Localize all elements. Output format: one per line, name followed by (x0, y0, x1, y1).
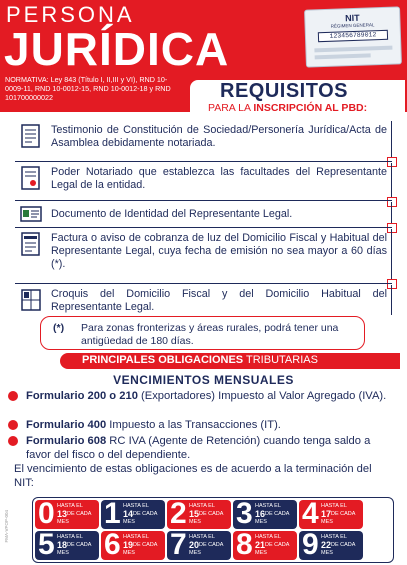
id-card-icon (20, 205, 42, 223)
de-cada-label: DE CADA (133, 542, 158, 548)
requirement-text: Croquis del Domicilio Fiscal y del Domicilio Habitual del Representante Legal. (51, 288, 387, 313)
nit-card-number: 123456789012 (318, 30, 388, 42)
due-day: 21 (255, 540, 266, 550)
form-name: Formulario 608 (26, 435, 107, 447)
requirements-heading (190, 80, 405, 120)
requirement-item (15, 202, 392, 227)
nit-digit: 3 (236, 497, 253, 530)
obligations-title-bold: PRINCIPALES OBLIGACIONES (82, 354, 244, 366)
nit-card-title: NIT (344, 12, 360, 24)
nit-digit: 4 (302, 497, 319, 530)
title-juridica: JURÍDICA (4, 23, 230, 75)
side-code: FMA-VPOP-004 (4, 510, 9, 543)
mes-label: MES (57, 519, 69, 525)
due-day: 22 (321, 540, 332, 550)
note-marker: (*) (53, 322, 65, 334)
de-cada-label: DE CADA (331, 511, 356, 517)
calendar-cell (101, 497, 165, 530)
calendar-cell (233, 497, 297, 530)
note-text: Para zonas fronterizas y áreas rurales, podrá tener una antigüedad de 180 días. (81, 322, 339, 347)
due-note: El vencimiento de estas obligaciones es de acuerdo a la terminación del NIT: (14, 463, 372, 489)
due-day: 20 (189, 540, 200, 550)
mes-label: MES (189, 550, 201, 556)
title-persona: PERSONA (6, 2, 135, 27)
nit-digit: 8 (236, 528, 253, 561)
calendar-cell (167, 528, 231, 561)
de-cada-label: DE CADA (199, 511, 224, 517)
mes-label: MES (255, 519, 267, 525)
hasta-el-label: HASTA EL (123, 503, 149, 509)
map-sketch-icon (20, 288, 42, 312)
notarized-document-icon (20, 166, 42, 190)
hasta-el-label: HASTA EL (57, 534, 83, 540)
calendar-cell (35, 497, 99, 530)
obligations-banner (60, 353, 400, 369)
de-cada-label: DE CADA (67, 542, 92, 548)
form-desc: Impuesto a las Transacciones (IT). (106, 419, 281, 431)
requirement-item (15, 229, 392, 283)
document-icon (20, 124, 42, 148)
nit-digit: 2 (170, 497, 187, 530)
nit-digit: 6 (104, 528, 121, 561)
due-day: 17 (321, 509, 332, 519)
mes-label: MES (255, 550, 267, 556)
bullet (8, 436, 18, 446)
bullet (8, 391, 18, 401)
hasta-el-label: HASTA EL (57, 503, 83, 509)
calendar-cell (233, 528, 297, 561)
requirements-subtitle (208, 102, 367, 114)
hasta-el-label: HASTA EL (189, 534, 215, 540)
requirement-text: Factura o aviso de cobranza de luz del Domicilio Fiscal y Habitual del Representante Legal, cuya fecha de emisión no sea mayor a 60 días (*). (51, 232, 387, 270)
hasta-el-label: HASTA EL (189, 503, 215, 509)
nit-card-line (315, 53, 371, 59)
mes-label: MES (189, 519, 201, 525)
calendar-cell (299, 497, 363, 530)
nit-card-subtitle: RÉGIMEN GENERAL (330, 22, 375, 29)
divider (15, 227, 392, 228)
note-box (40, 316, 365, 350)
mes-label: MES (123, 550, 135, 556)
calendar-cell (167, 497, 231, 530)
form-desc: (Exportadores) Impuesto al Valor Agregado (IVA). (137, 390, 387, 402)
due-day: 19 (123, 540, 134, 550)
requirement-item (15, 121, 392, 161)
requirement-text: Documento de Identidad del Representante Legal. (51, 208, 293, 220)
form-item (26, 389, 388, 403)
form-item (26, 434, 388, 462)
calendar-cell (101, 528, 165, 561)
mes-label: MES (57, 550, 69, 556)
due-day: 15 (189, 509, 200, 519)
monthly-due-heading: VENCIMIENTOS MENSUALES (113, 373, 294, 387)
due-day: 16 (255, 509, 266, 519)
nit-digit: 1 (104, 497, 121, 530)
de-cada-label: DE CADA (331, 542, 356, 548)
hasta-el-label: HASTA EL (321, 503, 347, 509)
hasta-el-label: HASTA EL (255, 534, 281, 540)
de-cada-label: DE CADA (199, 542, 224, 548)
divider (15, 161, 392, 162)
due-day: 14 (123, 509, 134, 519)
form-item (26, 418, 388, 432)
due-day: 18 (57, 540, 68, 550)
requirement-text: Poder Notariado que establezca las facultades del Representante Legal de la entidad. (51, 166, 387, 191)
nit-digit: 7 (170, 528, 187, 561)
de-cada-label: DE CADA (265, 542, 290, 548)
form-name: Formulario 400 (26, 419, 107, 431)
hasta-el-label: HASTA EL (123, 534, 149, 540)
form-desc: RC IVA (Agente de Retención) cuando tenga saldo a favor del fisco o del dependiente. (26, 435, 371, 461)
mes-label: MES (123, 519, 135, 525)
mes-label: MES (321, 519, 333, 525)
requirement-text: Testimonio de Constitución de Sociedad/Personería Jurídica/Acta de Asamblea debidamente notariada. (51, 124, 387, 149)
invoice-icon (20, 232, 42, 256)
due-date-calendar (32, 497, 394, 563)
divider (15, 283, 392, 284)
hasta-el-label: HASTA EL (255, 503, 281, 509)
obligations-title (82, 354, 318, 366)
nit-digit: 0 (38, 497, 55, 530)
obligations-title-rest: TRIBUTARIAS (243, 354, 318, 366)
nit-digit: 5 (38, 528, 55, 561)
calendar-cell (35, 528, 99, 561)
de-cada-label: DE CADA (265, 511, 290, 517)
de-cada-label: DE CADA (67, 511, 92, 517)
bullet (8, 420, 18, 430)
form-name: Formulario 200 o 210 (26, 390, 138, 402)
para-la-text: PARA LA (208, 102, 254, 114)
nit-digit: 9 (302, 528, 319, 561)
hasta-el-label: HASTA EL (321, 534, 347, 540)
de-cada-label: DE CADA (133, 511, 158, 517)
due-day: 13 (57, 509, 68, 519)
normative-text: NORMATIVA: Ley 843 (Título I, II,III y VI), RND 10-0009-11, RND 10-0012-15, RND 10-0012-18 y RND 101700000022 (5, 75, 171, 102)
requirements-title: REQUISITOS (220, 80, 348, 102)
nit-card-line (314, 46, 392, 53)
requirement-item (15, 285, 392, 315)
mes-label: MES (321, 550, 333, 556)
inscripcion-text: INSCRIPCIÓN AL PBD: (253, 102, 368, 114)
calendar-cell (299, 528, 363, 561)
nit-card-image (304, 6, 402, 67)
divider (15, 200, 392, 201)
requirement-item (15, 163, 392, 201)
